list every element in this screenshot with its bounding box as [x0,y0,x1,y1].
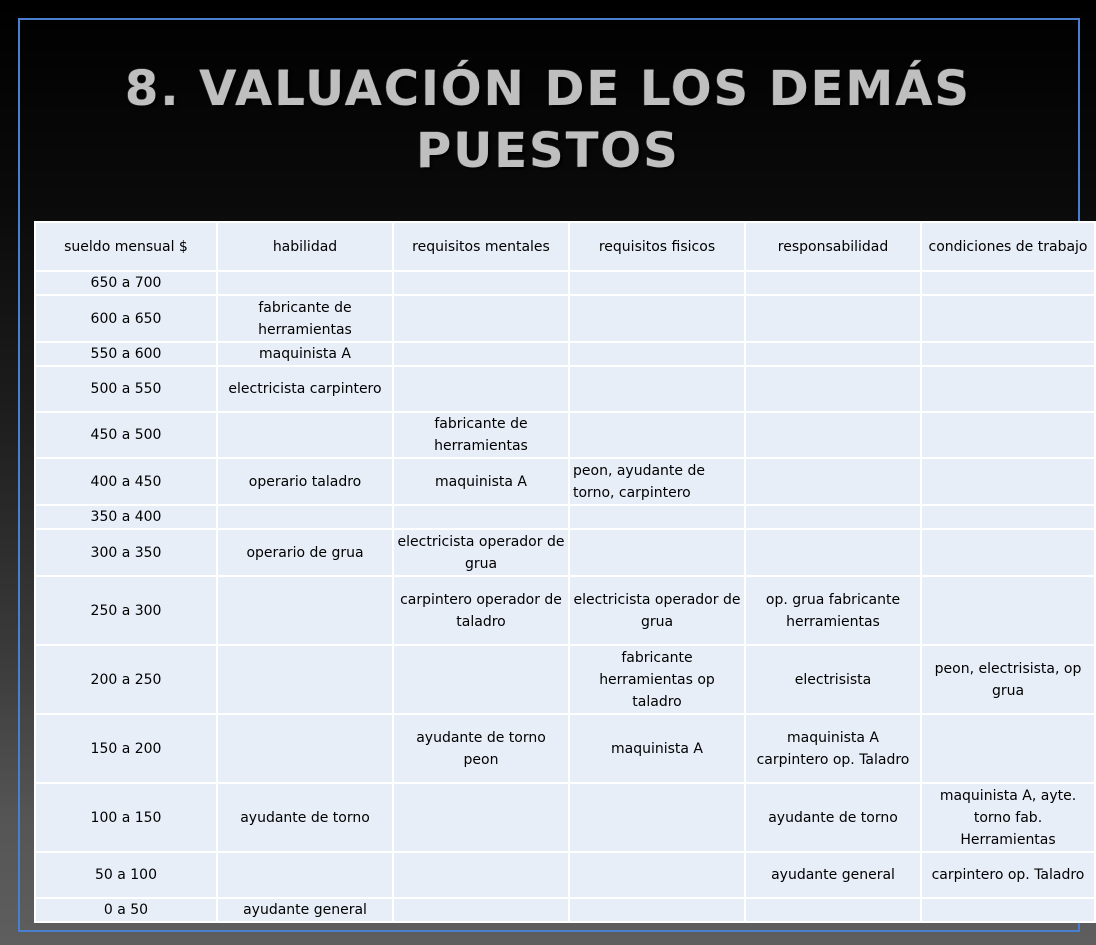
table-row [35,783,1095,852]
table-cell [745,342,921,366]
table-cell [921,714,1095,783]
header-cell: requisitos fisicos [569,222,745,271]
table-cell: operario de grua [217,529,393,576]
salary-cell: 400 a 450 [35,458,217,505]
table-row [35,852,1095,898]
table-cell [217,271,393,295]
salary-cell: 350 a 400 [35,505,217,529]
table-cell: ayudante general [745,852,921,898]
salary-cell: 650 a 700 [35,271,217,295]
table-cell [745,366,921,412]
header-cell: habilidad [217,222,393,271]
header-cell: sueldo mensual $ [35,222,217,271]
table-cell: electrisista [745,645,921,714]
salary-cell: 450 a 500 [35,412,217,458]
table-cell [569,271,745,295]
table-cell [217,505,393,529]
table-cell [393,898,569,922]
table-cell [393,645,569,714]
table-cell [393,505,569,529]
table-header-row [35,222,1095,271]
table-cell [569,783,745,852]
table-row [35,529,1095,576]
salary-cell: 100 a 150 [35,783,217,852]
table-cell [921,458,1095,505]
table-row [35,576,1095,645]
table-row [35,295,1095,342]
table-cell: fabricante de herramientas [217,295,393,342]
table-cell: peon, electrisista, op grua [921,645,1095,714]
table-cell [569,366,745,412]
table-cell: maquinista A, ayte. torno fab. Herramientas [921,783,1095,852]
table-row [35,505,1095,529]
table-cell: op. grua fabricante herramientas [745,576,921,645]
table-cell [217,412,393,458]
table-cell [921,529,1095,576]
table-cell [745,505,921,529]
table-cell: electricista carpintero [217,366,393,412]
slide-title: 8. VALUACIÓN DE LOS DEMÁS PUESTOS [124,61,972,179]
table-cell [393,852,569,898]
table-cell [569,412,745,458]
table-cell [569,529,745,576]
salary-cell: 150 a 200 [35,714,217,783]
table-cell [921,505,1095,529]
table-cell: electricista operador de grua [393,529,569,576]
salary-cell: 250 a 300 [35,576,217,645]
table-cell [745,898,921,922]
table-cell [393,271,569,295]
table-cell [393,295,569,342]
table-cell [921,366,1095,412]
table-row [35,342,1095,366]
valuation-table [34,221,1096,923]
table-row [35,458,1095,505]
table-cell: ayudante de torno [217,783,393,852]
valuation-table-container [34,221,1094,917]
table-cell [217,714,393,783]
salary-cell: 200 a 250 [35,645,217,714]
table-cell: maquinista A carpintero op. Taladro [745,714,921,783]
table-cell [217,852,393,898]
table-cell [569,505,745,529]
table-cell: carpintero operador de taladro [393,576,569,645]
table-cell: maquinista A [393,458,569,505]
table-cell [393,342,569,366]
table-cell: maquinista A [217,342,393,366]
table-cell: peon, ayudante de torno, carpintero [569,458,745,505]
table-row [35,898,1095,922]
salary-cell: 300 a 350 [35,529,217,576]
table-cell [921,576,1095,645]
table-cell: maquinista A [569,714,745,783]
table-cell [921,412,1095,458]
table-cell [745,271,921,295]
table-row [35,271,1095,295]
table-cell [745,458,921,505]
header-cell: responsabilidad [745,222,921,271]
table-cell [217,645,393,714]
table-cell: fabricante de herramientas [393,412,569,458]
table-cell: fabricante herramientas op taladro [569,645,745,714]
table-cell [745,412,921,458]
salary-cell: 550 a 600 [35,342,217,366]
header-cell: requisitos mentales [393,222,569,271]
table-cell [217,576,393,645]
table-cell [569,342,745,366]
header-cell: condiciones de trabajo [921,222,1095,271]
table-cell [393,366,569,412]
table-cell: ayudante de torno [745,783,921,852]
salary-cell: 500 a 550 [35,366,217,412]
table-cell [569,852,745,898]
table-cell [921,295,1095,342]
salary-cell: 600 a 650 [35,295,217,342]
table-cell [921,898,1095,922]
table-cell [393,783,569,852]
table-cell [921,342,1095,366]
table-cell [921,271,1095,295]
table-cell: ayudante de torno peon [393,714,569,783]
table-row [35,366,1095,412]
salary-cell: 0 a 50 [35,898,217,922]
salary-cell: 50 a 100 [35,852,217,898]
table-row [35,645,1095,714]
table-cell: carpintero op. Taladro [921,852,1095,898]
table-cell [745,295,921,342]
table-cell [745,529,921,576]
table-cell: ayudante general [217,898,393,922]
table-cell [569,898,745,922]
table-cell: electricista operador de grua [569,576,745,645]
table-cell [569,295,745,342]
table-row [35,412,1095,458]
table-row [35,714,1095,783]
table-cell: operario taladro [217,458,393,505]
